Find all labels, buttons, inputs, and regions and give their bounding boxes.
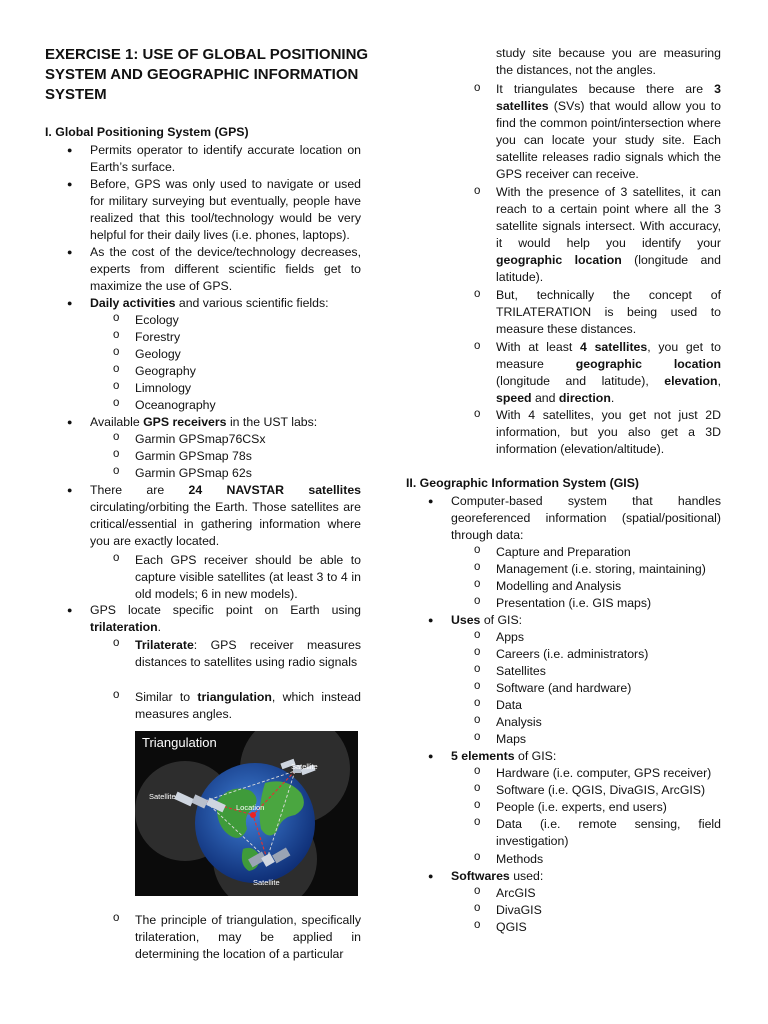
text-comma: , [717, 374, 721, 388]
sub-bullet-marker: o [474, 561, 481, 573]
gps-bullet-accuracy: Permits operator to identify accurate location on Earth’s surface. [90, 143, 361, 174]
field-item: Geology [135, 347, 181, 361]
text-it-triangulates: It triangulates because there are [496, 82, 715, 96]
label-satellite-left: Satellite [149, 792, 176, 801]
field-item: Forestry [135, 330, 181, 344]
use-item: Careers (i.e. administrators) [496, 647, 649, 661]
bullet-marker: ● [428, 751, 434, 761]
bold-softwares: Softwares [451, 869, 510, 883]
text-trilaterate-rest: : GPS receiver measures distances to satellites using radio signals [135, 638, 361, 669]
element-item: Data (i.e. remote sensing, field investigation) [496, 817, 721, 848]
text-presence: With the presence of 3 satellites, it can reach to a certain point where all the 3 satellite signals intersect. With accuracy, it would help you identify your [496, 185, 721, 250]
text-long-lat: (longitude and latitude), [496, 374, 665, 388]
gis-bullet-uses [451, 612, 721, 629]
gps-bullet-cost: As the cost of the device/technology decreases, experts from different scientific fields get to maximize the use of GPS. [90, 245, 361, 293]
text-period: . [610, 391, 615, 405]
sub-bullet-marker: o [474, 629, 481, 641]
sub-bullet-marker: o [113, 431, 120, 443]
software-item: QGIS [496, 920, 527, 934]
3d-information-item: With 4 satellites, you get not just 2D information, but you also get a 3D information (elevation/altitude). [496, 408, 721, 456]
text-and: and [531, 391, 559, 405]
text-available: Available [90, 415, 144, 429]
sub-bullet-marker: o [113, 397, 120, 409]
sub-bullet-marker: o [474, 680, 481, 692]
figure-title: Triangulation [142, 735, 217, 750]
text-get-to-measure: , you get to measure [496, 340, 721, 371]
sub-bullet-marker: o [474, 714, 481, 726]
receiver-item: Garmin GPSmap 62s [135, 466, 252, 480]
sub-bullet-marker: o [113, 346, 120, 358]
sub-bullet-marker: o [474, 340, 481, 352]
three-satellites-item [496, 81, 721, 183]
sub-bullet-marker: o [474, 663, 481, 675]
sub-bullet-marker: o [474, 885, 481, 897]
bold-direction: direction [558, 391, 611, 405]
bullet-marker: ● [428, 496, 434, 506]
data-item: Management (i.e. storing, maintaining) [496, 562, 706, 576]
sub-bullet-marker: o [474, 408, 481, 420]
triangulation-item [135, 689, 361, 723]
presence-item [496, 184, 721, 286]
bold-uses: Uses [451, 613, 481, 627]
bullet-marker: ● [67, 145, 73, 155]
bold-3-satellites: 3 satellites [496, 82, 721, 113]
sub-bullet-marker: o [113, 380, 120, 392]
sub-bullet-marker: o [474, 595, 481, 607]
bold-navstar: 24 NAVSTAR satellites [188, 483, 361, 497]
element-item: People (i.e. experts, end users) [496, 800, 667, 814]
gis-bullet-softwares [451, 868, 721, 885]
bullet-marker: ● [67, 605, 73, 615]
bold-triangulation: triangulation [197, 690, 272, 704]
gps-section-heading: I. Global Positioning System (GPS) [45, 125, 249, 139]
sub-bullet-marker: o [113, 637, 120, 649]
sub-bullet-marker: o [474, 697, 481, 709]
bold-speed: speed [496, 391, 532, 405]
trilaterate-item [135, 637, 361, 671]
sub-bullet-marker: o [474, 544, 481, 556]
element-item: Software (i.e. QGIS, DivaGIS, ArcGIS) [496, 783, 706, 797]
bold-elevation: elevation [664, 374, 718, 388]
bullet-marker: ● [67, 417, 73, 427]
bullet-marker: ● [67, 485, 73, 495]
data-item: Modelling and Analysis [496, 579, 622, 593]
text-of-gis: of GIS: [514, 749, 557, 763]
gps-bullet-receivers [90, 414, 361, 431]
sub-bullet-marker: o [474, 851, 481, 863]
sub-bullet-marker: o [474, 902, 481, 914]
bullet-marker: ● [428, 871, 434, 881]
text-triangulation-rest: , which instead measures angles. [135, 690, 361, 721]
use-item: Apps [496, 630, 525, 644]
principle-item: The principle of triangulation, specifically trilateration, may be applied in determining the location of a particular [135, 913, 361, 961]
data-item: Presentation (i.e. GIS maps) [496, 596, 652, 610]
label-location: Location [236, 803, 265, 812]
sub-bullet-marker: o [474, 799, 481, 811]
text-three-sat-rest: (SVs) that would allow you to find the common point/intersection where you can locate your study site. Each satellite releases radio signals which the GPS receiver can receive. [496, 99, 721, 181]
gps-bullet-navstar [90, 482, 361, 550]
sub-bullet-marker: o [113, 552, 120, 564]
sub-bullet-marker: o [474, 816, 481, 828]
gis-section-heading: II. Geographic Information System (GIS) [406, 476, 639, 490]
text-similar-to: Similar to [135, 690, 198, 704]
sub-bullet-marker: o [474, 919, 481, 931]
software-item: DivaGIS [496, 903, 542, 917]
text-used: used: [509, 869, 544, 883]
use-item: Satellites [496, 664, 546, 678]
bold-gps-receivers: GPS receivers [143, 415, 227, 429]
text-at-least: With at least [496, 340, 581, 354]
bullet-marker: ● [67, 179, 73, 189]
receiver-item: Garmin GPSmap 78s [135, 449, 252, 463]
text-daily-rest: and various scientific fields: [175, 296, 329, 310]
gps-bullet-trilateration [90, 602, 361, 636]
bold-trilaterate: Trilaterate [135, 638, 194, 652]
sub-bullet-marker: o [474, 646, 481, 658]
use-item: Analysis [496, 715, 542, 729]
use-item: Maps [496, 732, 527, 746]
sub-bullet-marker: o [113, 465, 120, 477]
sub-bullet-marker: o [474, 185, 481, 197]
text-gps-locate: GPS locate specific point on Earth using [90, 603, 361, 617]
software-item: ArcGIS [496, 886, 536, 900]
bullet-marker: ● [428, 615, 434, 625]
location-point [250, 812, 256, 818]
text-there-are: There are [90, 483, 189, 497]
text-of-gis: of GIS: [480, 613, 523, 627]
sub-bullet-marker: o [474, 288, 481, 300]
text-navstar-rest: circulating/orbiting the Earth. Those satellites are critical/essential in gathering information where you are exactly located. [90, 500, 361, 548]
navstar-sub-item: Each GPS receiver should be able to capture visible satellites (at least 3 to 4 in old models; 6 in new models). [135, 553, 361, 601]
use-item: Software (and hardware) [496, 681, 632, 695]
text-ust-labs: in the UST labs: [226, 415, 318, 429]
element-item: Methods [496, 852, 544, 866]
field-item: Geography [135, 364, 196, 378]
bold-geo-location: geographic location [575, 357, 721, 371]
sub-bullet-marker: o [113, 689, 120, 701]
gis-bullet-definition: Computer-based system that handles georeferenced information (spatial/positional) through data: [451, 494, 721, 542]
gps-bullet-history: Before, GPS was only used to navigate or used for military surveying but eventually, people have realized that this tool/technology would be very helpful for their daily lives (i.e. phones, laptops). [90, 177, 361, 242]
sub-bullet-marker: o [113, 329, 120, 341]
bullet-marker: ● [67, 298, 73, 308]
bold-4-satellites: 4 satellites [580, 340, 648, 354]
bold-daily-activities: Daily activities [90, 296, 176, 310]
gis-bullet-elements [451, 748, 721, 765]
use-item: Data [496, 698, 522, 712]
bold-geographic-location: geographic location [496, 253, 622, 267]
sub-bullet-marker: o [474, 578, 481, 590]
principle-continued: study site because you are measuring the distances, not the angles. [496, 46, 721, 77]
bullet-marker: ● [67, 247, 73, 257]
bold-trilateration: trilateration [90, 620, 158, 634]
document-title: EXERCISE 1: USE OF GLOBAL POSITIONING SYSTEM AND GEOGRAPHIC INFORMATION SYSTEM [45, 46, 369, 103]
sub-bullet-marker: o [474, 782, 481, 794]
text-presence-rest: (longitude and latitude). [496, 253, 721, 284]
field-item: Ecology [135, 313, 179, 327]
sub-bullet-marker: o [113, 448, 120, 460]
four-satellites-item [496, 339, 721, 407]
sub-bullet-marker: o [113, 912, 120, 924]
sub-bullet-marker: o [113, 363, 120, 375]
data-item: Capture and Preparation [496, 545, 631, 559]
sub-bullet-marker: o [474, 765, 481, 777]
element-item: Hardware (i.e. computer, GPS receiver) [496, 766, 712, 780]
field-item: Oceanography [135, 398, 216, 412]
text-period: . [157, 620, 162, 634]
sub-bullet-marker: o [113, 312, 120, 324]
triangulation-figure [135, 731, 358, 896]
label-satellite-top: Satellite [291, 762, 318, 771]
technically-item: But, technically the concept of TRILATERATION is being used to measure these distances. [496, 288, 721, 336]
bold-5-elements: 5 elements [451, 749, 515, 763]
receiver-item: Garmin GPSmap76CSx [135, 432, 266, 446]
gps-bullet-daily [90, 295, 361, 312]
label-satellite-bottom: Satellite [253, 878, 280, 887]
field-item: Limnology [135, 381, 192, 395]
sub-bullet-marker: o [474, 82, 481, 94]
sub-bullet-marker: o [474, 731, 481, 743]
